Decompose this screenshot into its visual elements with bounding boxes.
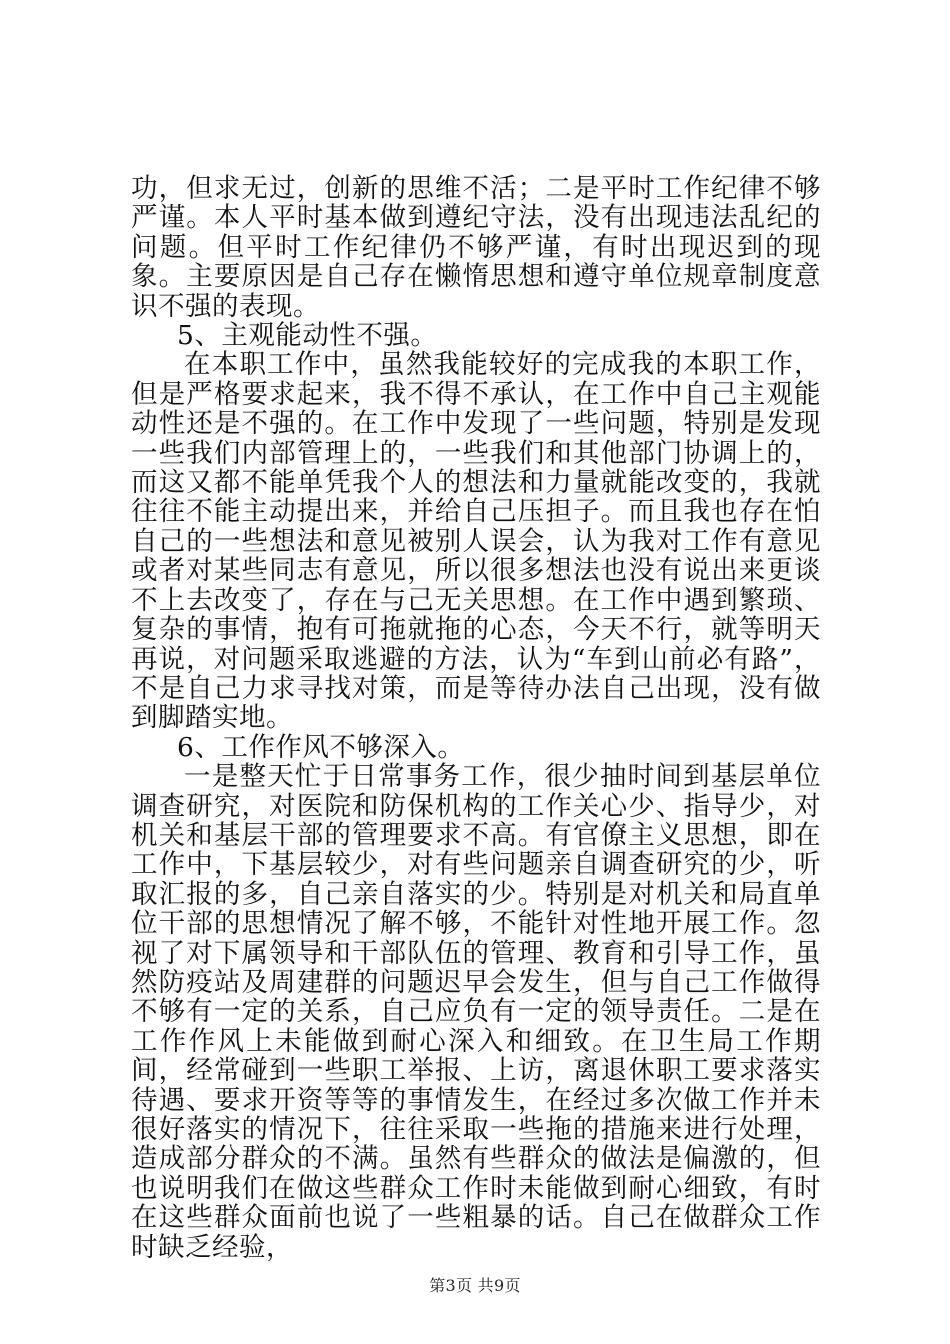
- paragraph-initiative: 在本职工作中，虽然我能较好的完成我的本职工作，但是严格要求起来，我不得不承认，在工作中自己主观能动性还是不强的。在工作中发现了一些问题，特别是发现一些我们内部管理上的，一些我们和其他部门协调上的，而这又都不能单凭我个人的想法和力量就能改变的，我就往往不能主动提出来，并给自己压担子。而且我也存在怕自己的一些想法和意见被别人误会，认为我对工作有意见或者对某些同志有意见，所以很多想法也没有说出来更谈不上去改变了，存在与己无关思想。在工作中遇到繁琐、复杂的事情，抱有可拖就拖的心态，今天不行，就等明天再说，对问题采取逃避的方法，认为“车到山前必有路”，不是自己力求寻找对策，而是等待办法自己出现，没有做到脚踏实地。: [131, 349, 821, 734]
- section-heading-5: 5、主观能动性不强。: [177, 320, 438, 352]
- document-body: [131, 174, 821, 1262]
- paragraph-continuation: 功，但求无过，创新的思维不活；二是平时工作纪律不够严谨。本人平时基本做到遵纪守法，没有出现违法乱纪的问题。但平时工作纪律仍不够严谨，有时出现迟到的现象。主要原因是自己存在懒惰思想和遵守单位规章制度意识不强的表现。: [131, 173, 821, 322]
- page-footer: 第3页 共9页: [429, 1276, 521, 1295]
- paragraph-work-style: 一是整天忙于日常事务工作，很少抽时间到基层单位调查研究，对医院和防保机构的工作关心少、指导少，对机关和基层干部的管理要求不高。有官僚主义思想，即在工作中，下基层较少，对有些问题亲自调查研究的少，听取汇报的多，自己亲自落实的少。特别是对机关和局直单位干部的思想情况了解不够，不能针对性地开展工作。忽视了对下属领导和干部队伍的管理、教育和引导工作，虽然防疫站及周建群的问题迟早会发生，但与自己工作做得不够有一定的关系，自己应负有一定的领导责任。二是在工作作风上未能做到耐心深入和细致。在卫生局工作期间，经常碰到一些职工举报、上访，离退休职工要求落实待遇、要求开资等等的事情发生，在经过多次做工作并未很好落实的情况下，往往采取一些拖的措施来进行处理，造成部分群众的不满。虽然有些群众的做法是偏激的，但也说明我们在做这些群众工作时未能做到耐心细致，有时在这些群众面前也说了一些粗暴的话。自己在做群众工作时缺乏经验，: [131, 761, 821, 1263]
- section-heading-6: 6、工作作风不够深入。: [177, 731, 465, 763]
